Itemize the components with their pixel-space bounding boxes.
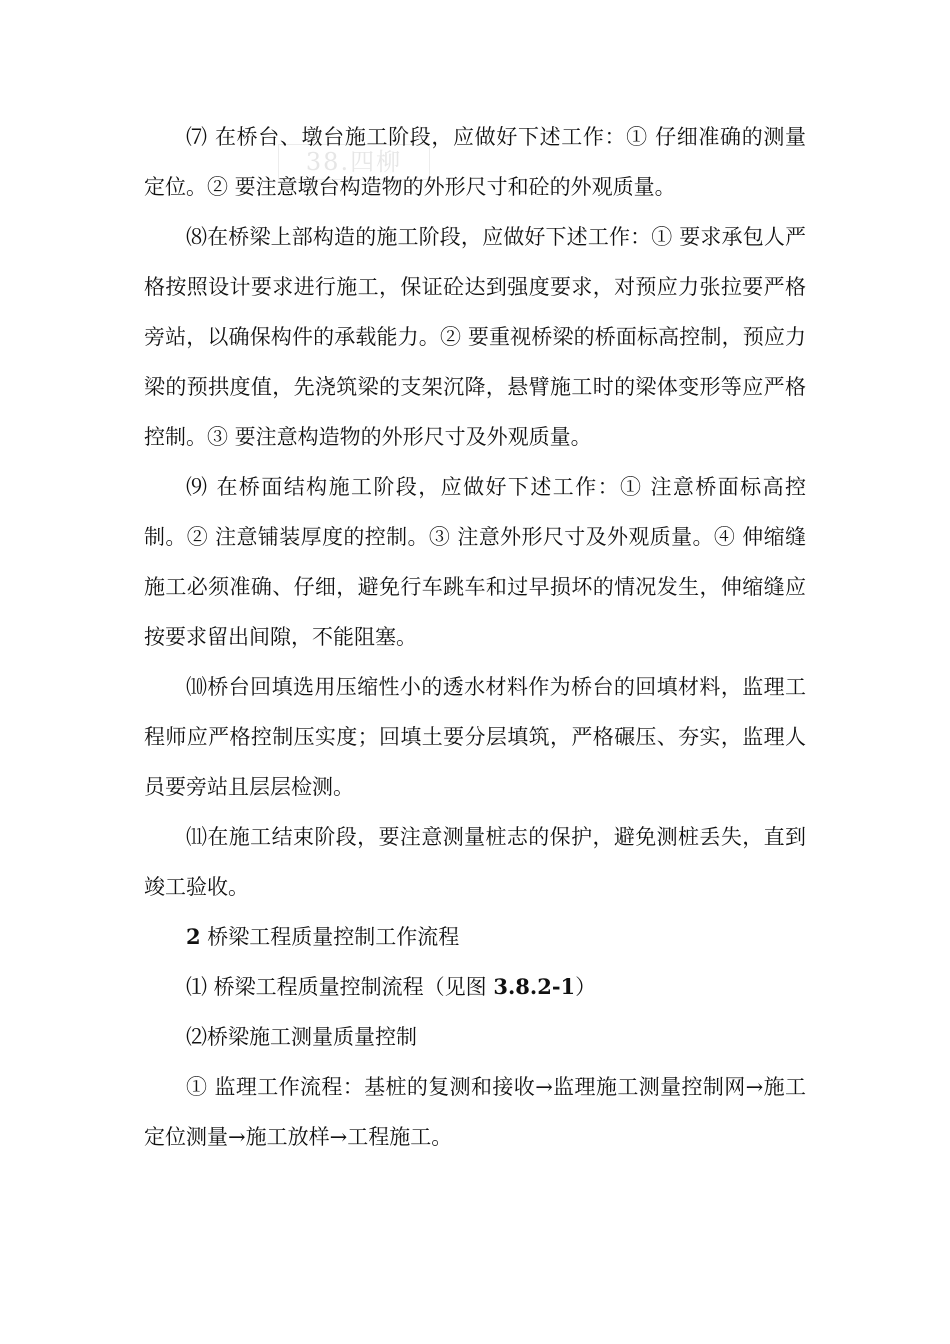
paragraph-8-superstructure-stage: ⑻在桥梁上部构造的施工阶段，应做好下述工作：① 要求承包人严格按照设计要求进行施工，保证砼达到强度要求，对预应力张拉要严格旁站，以确保构件的承载能力。② 要重视桥梁的桥面标高控制，预应力梁的预拱度值，先浇筑梁的支架沉降，悬臂施工时的梁体变形等应严格控制。③ 要注意构造物的外形尺寸及外观质量。 xyxy=(144,225,806,449)
section-heading xyxy=(144,912,806,962)
item-1-quality-control-flow xyxy=(144,962,806,1012)
figure-reference: 3.8.2-1 xyxy=(493,974,576,999)
item-1-close: ） xyxy=(575,975,597,999)
paragraph-9-deck-stage: ⑼ 在桥面结构施工阶段，应做好下述工作：① 注意桥面标高控制。② 注意铺装厚度的控制。③ 注意外形尺寸及外观质量。④ 伸缩缝施工必须准确、仔细，避免行车跳车和过早损坏的情况发生，伸缩缝应按要求留出间隙，不能阻塞。 xyxy=(144,475,806,649)
paragraph-10-backfill: ⑽桥台回填选用压缩性小的透水材料作为桥台的回填材料，监理工程师应严格控制压实度；回填土要分层填筑，严格碾压、夯实，监理人员要旁站且层层检测。 xyxy=(144,675,806,799)
faint-watermark-stamp: 38.四柳 xyxy=(278,144,430,180)
item-3-supervision-workflow: ① 监理工作流程：基桩的复测和接收→监理施工测量控制网→施工定位测量→施工放样→工程施工。 xyxy=(144,1075,806,1149)
item-2-survey-quality-control: ⑵桥梁施工测量质量控制 xyxy=(186,1025,417,1049)
section-number: 2 xyxy=(186,924,201,949)
item-1-text: ⑴ 桥梁工程质量控制流程（见图 xyxy=(186,975,494,999)
paragraph-11-completion-stage: ⑾在施工结束阶段，要注意测量桩志的保护，避免测桩丢失，直到竣工验收。 xyxy=(144,825,806,899)
paragraph-7-abutment-stage: ⑺ 在桥台、墩台施工阶段，应做好下述工作：① 仔细准确的测量定位。② 要注意墩台构造物的外形尺寸和砼的外观质量。 xyxy=(144,125,806,199)
document-body xyxy=(144,112,806,1162)
section-title: 桥梁工程质量控制工作流程 xyxy=(200,925,460,949)
